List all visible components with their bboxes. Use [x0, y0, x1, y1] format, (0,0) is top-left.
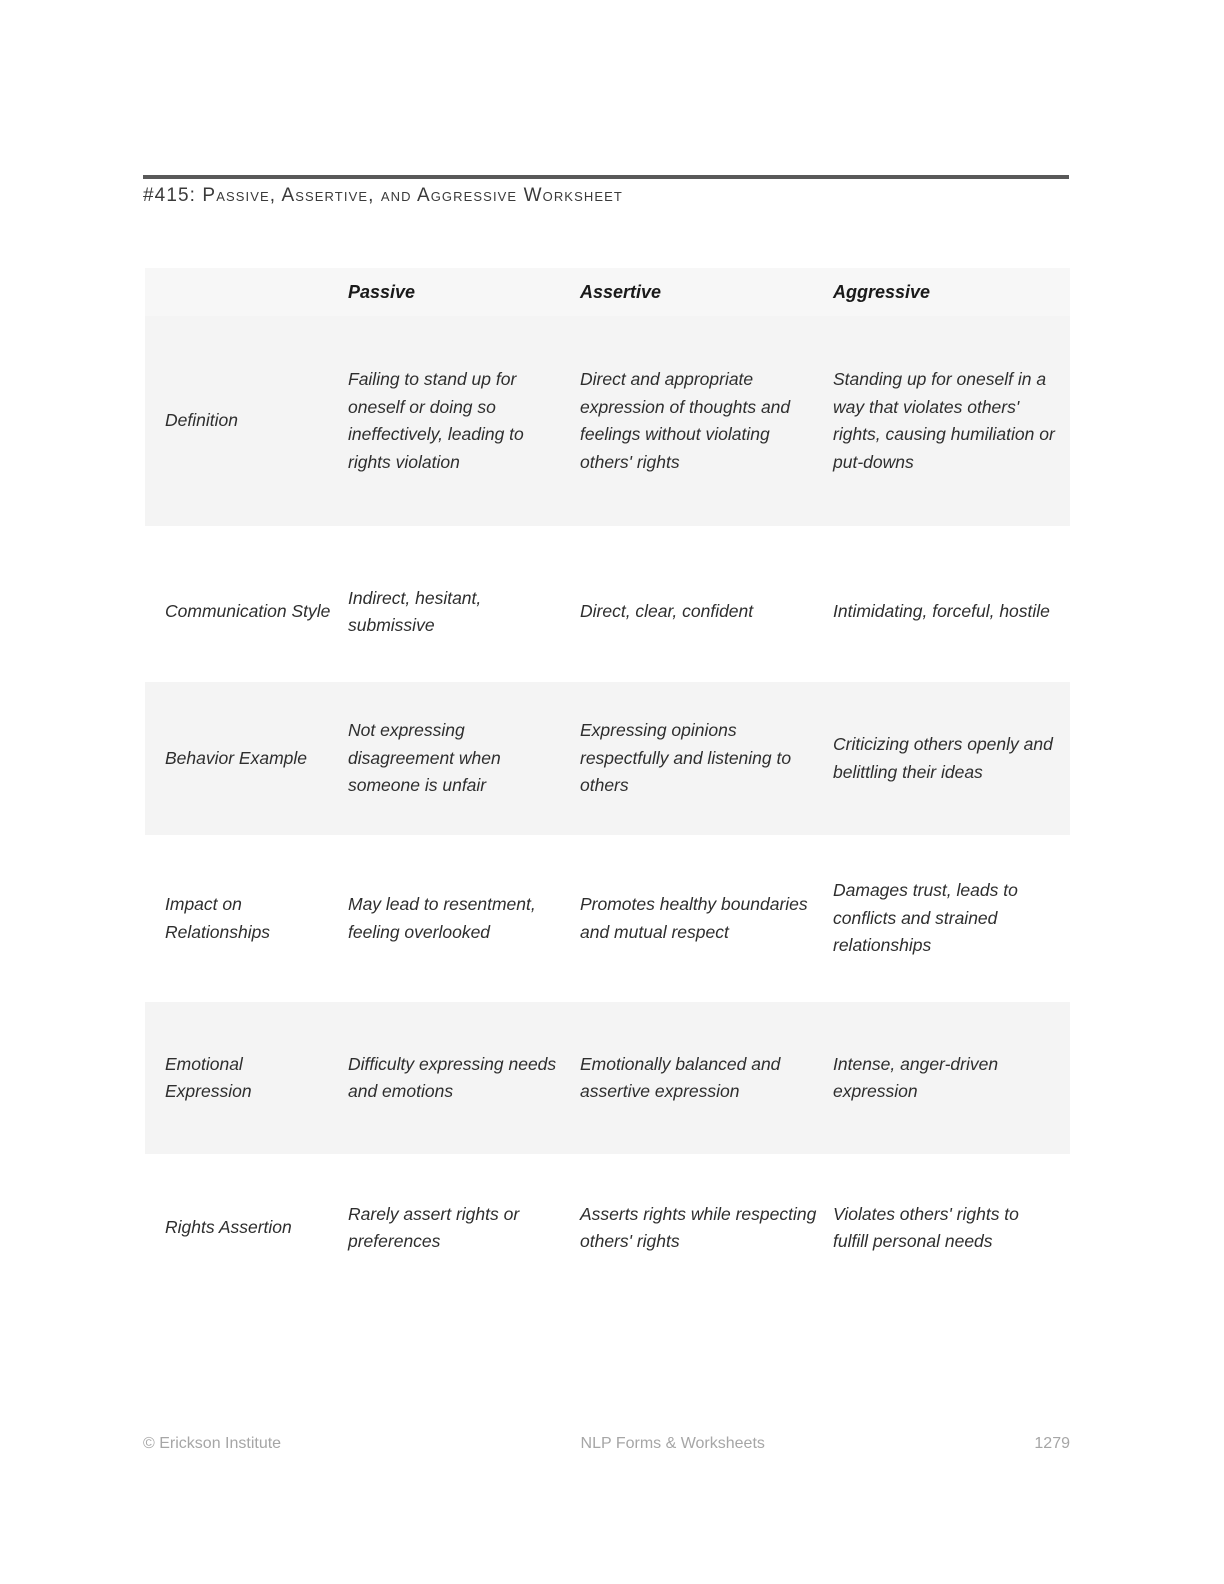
- title-rule: [143, 175, 1069, 179]
- table-row: [145, 542, 1070, 682]
- row-cell-aggressive: Criticizing others openly and belittling their ideas: [833, 734, 1053, 782]
- footer-page-number: 1279: [1034, 1435, 1070, 1452]
- row-cell-passive: Indirect, hesitant, submissive: [348, 587, 482, 635]
- row-cell-passive: May lead to resentment, feeling overlooked: [348, 894, 536, 942]
- header-cell-aggressive: Aggressive: [833, 282, 931, 302]
- table-row: [145, 316, 1070, 526]
- row-cell-aggressive: Intimidating, forceful, hostile: [833, 601, 1050, 622]
- row-cell-passive: Not expressing disagreement when someone is unfair: [348, 720, 501, 796]
- header-cell-assertive: Assertive: [580, 282, 662, 302]
- row-label: Rights Assertion: [165, 1217, 292, 1238]
- table-row: [145, 835, 1070, 1002]
- row-label: Definition: [165, 410, 238, 431]
- table-header-row: [145, 268, 1070, 316]
- row-gap: [145, 526, 1070, 542]
- comparison-table: [145, 268, 1070, 1302]
- row-label: Impact on Relationships: [165, 894, 271, 942]
- footer-copyright: © Erickson Institute: [143, 1435, 282, 1452]
- row-cell-aggressive: Violates others' rights to fulfill personal needs: [833, 1203, 1019, 1251]
- page-footer: [143, 1435, 1070, 1453]
- row-cell-passive: Failing to stand up for oneself or doing so ineffectively, leading to rights violation: [348, 369, 524, 472]
- row-label: Communication Style: [165, 601, 331, 622]
- row-cell-assertive: Emotionally balanced and assertive expression: [580, 1053, 781, 1101]
- row-cell-passive: Difficulty expressing needs and emotions: [348, 1053, 557, 1101]
- table-row: [145, 682, 1070, 835]
- row-cell-passive: Rarely assert rights or preferences: [348, 1203, 520, 1251]
- header-cell-passive: Passive: [348, 282, 416, 302]
- row-cell-aggressive: Intense, anger-driven expression: [833, 1053, 999, 1101]
- row-label: Emotional Expression: [165, 1053, 252, 1101]
- row-cell-assertive: Expressing opinions respectfully and listening to others: [580, 720, 792, 796]
- row-label: Behavior Example: [165, 747, 308, 768]
- table-row: [145, 1002, 1070, 1154]
- row-cell-aggressive: Standing up for oneself in a way that violates others' rights, causing humiliation or put-downs: [833, 369, 1055, 472]
- table-row: [145, 1154, 1070, 1302]
- row-cell-assertive: Asserts rights while respecting others' rights: [580, 1203, 817, 1251]
- row-cell-assertive: Direct and appropriate expression of thoughts and feelings without violating others' rights: [580, 369, 791, 472]
- row-cell-assertive: Direct, clear, confident: [580, 601, 754, 622]
- page-title: #415: Passive, Assertive, and Aggressive Worksheet: [143, 185, 623, 206]
- row-cell-aggressive: Damages trust, leads to conflicts and strained relationships: [833, 880, 1018, 956]
- footer-document-name: NLP Forms & Worksheets: [580, 1435, 765, 1452]
- row-cell-assertive: Promotes healthy boundaries and mutual respect: [580, 894, 808, 942]
